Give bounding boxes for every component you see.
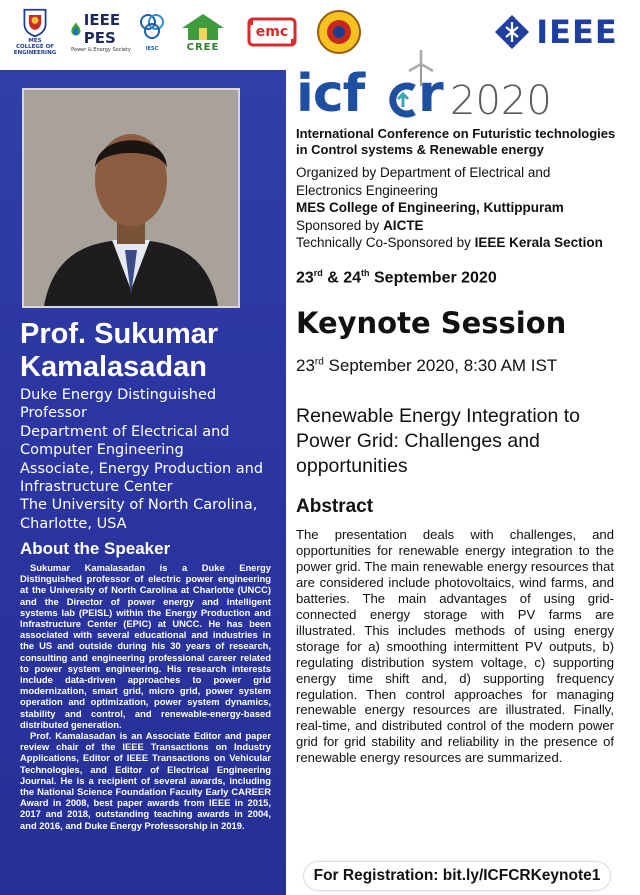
mes-logo (12, 8, 58, 56)
speaker-name (20, 318, 218, 384)
cosponsor-prefix: Technically Co-Sponsored by (296, 235, 475, 250)
icfcr-logo (296, 62, 636, 126)
ieee-logo (488, 8, 624, 56)
session-day: 23 (296, 356, 315, 375)
affiliation-line: Infrastructure Center (20, 479, 173, 496)
cree-house-icon (178, 12, 228, 42)
abstract-heading: Abstract (296, 496, 374, 517)
conference-name-line2: in Control systems & Renewable energy (296, 142, 544, 157)
speaker-bio (20, 562, 271, 831)
session-day-sup: rd (314, 356, 324, 368)
affiliation-line: The University of North Carolina, (20, 497, 258, 514)
cree-logo (176, 8, 230, 56)
iesc-text: IESC (145, 46, 159, 52)
date-rest: September 2020 (369, 269, 497, 287)
icfcr-prefix: icf (296, 64, 365, 124)
icfcr-suffix: r (418, 64, 444, 124)
affiliation-line: Charlotte, USA (20, 515, 127, 532)
ieee-diamond-icon (494, 14, 530, 50)
iesc-logo (138, 8, 166, 56)
mes-caption: MES COLLEGE OF ENGINEERING (13, 38, 57, 56)
sponsor-line (296, 217, 631, 235)
talk-title: Renewable Energy Integration to Power Grid: Challenges and opportunities (296, 405, 581, 477)
sponsor-name: AICTE (383, 217, 424, 233)
keynote-session-title: Keynote Session (296, 306, 567, 340)
college-name: MES College of Engineering, Kuttippuram (296, 200, 564, 215)
affiliation-line: Professor (20, 405, 87, 422)
aicte-seal-icon (316, 9, 362, 55)
speaker-name-line1: Prof. Sukumar (20, 318, 219, 350)
conference-name-line1: International Conference on Futuristic technologies (296, 126, 616, 141)
ieee-pes-text: IEEE PES (83, 11, 121, 47)
iesc-emblem-icon (139, 12, 165, 46)
emc-text: emc (255, 24, 289, 40)
organizer-block (296, 164, 631, 252)
mes-emblem-icon (19, 8, 51, 38)
date-mid: & 24 (322, 269, 362, 287)
cosponsor-name: IEEE Kerala Section (474, 235, 603, 250)
cosponsor-line (296, 234, 631, 252)
affiliation-line: Duke Energy Distinguished (20, 387, 217, 403)
about-speaker-heading: About the Speaker (20, 539, 171, 558)
speaker-portrait-icon (24, 90, 238, 306)
icfcr-year: 2020 (450, 78, 552, 124)
bio-paragraph-2: Prof. Kamalasadan is an Associate Editor and paper review chair of the IEEE Transactions on Industry Applications, Editor of IEEE Transactions on Vehicular Technologies, and Editor of Electrical Engineering Journal. He is a recipient of several awards, including the National Science Foundation Faculty Early CAREER Award in 2008, best paper awards from IEEE in 2015, 2017 and 2018, outstanding teaching awards in 2004, and 2016, and Duke Energy Professorship in 2019. (20, 730, 271, 831)
organized-line1: Organized by Department of Electrical and (296, 165, 551, 180)
speaker-name-line2: Kamalasadan (20, 351, 207, 383)
session-date-rest: September 2020, 8:30 AM IST (323, 356, 558, 375)
aicte-logo (314, 8, 364, 56)
sponsor-prefix: Sponsored by (296, 217, 384, 233)
emc-logo (244, 8, 300, 56)
date-day1-sup: rd (313, 268, 323, 278)
date-day1: 23 (296, 269, 314, 287)
ieee-text: IEEE (536, 13, 618, 51)
ieee-pes-logo (70, 8, 132, 56)
registration-link[interactable]: For Registration: bit.ly/ICFCRKeynote1 (304, 862, 610, 890)
speaker-photo (22, 88, 240, 308)
conference-dates (296, 268, 497, 287)
bio-paragraph-1: Sukumar Kamalasadan is a Duke Energy Distinguished professor of electric power engineering at the University of North Carolina at Charlotte (UNCC) and the Director of power energy and intelligent systems lab (PEISL) within the Energy Production and Infrastructure Center (EPIC) at UNCC. He has been associated with several educational and industries in the US and outside during his 30 years of research, consulting and engineering professional career related to power system engineering. His research interests include data-driven approaches to power grid modernization, smart grid, micro grid, power system operation and optimization, power system dynamics, stability and control, and renewable-energy-based distributed generation. (20, 562, 271, 730)
abstract-text: The presentation deals with challenges, and opportunities for renewable energy integration to the power grid. The main renewable energy resources that are considered include photovoltaics, wind farms, and batteries. The main advantages of using grid-connected energy storage with PV farms are illustrated. This includes methods of using energy storage for a) smoothing intermittent PV outputs, b) regulating distribution system voltage, c) supporting energy time shift and, d) supporting frequency regulation. Then control approaches for managing renewable energy resources are illustrated. Finally, real-time, and distributed control of the modern power grid for grid stability and reliability in the presence of renewable energy resources are summarized. (296, 527, 614, 766)
conference-full-name (296, 126, 626, 158)
logo-strip (0, 0, 640, 68)
affiliation-line: Computer Engineering (20, 442, 184, 459)
icfcr-c-icon (388, 80, 418, 120)
cree-text: CREE (186, 41, 220, 53)
ieee-pes-subtitle: Power & Energy Society (71, 47, 131, 53)
organized-line2: Electronics Engineering (296, 182, 438, 198)
speaker-affiliation (20, 386, 280, 533)
pes-flame-icon (70, 18, 82, 40)
affiliation-line: Associate, Energy Production and (20, 460, 264, 477)
session-datetime (296, 356, 557, 376)
affiliation-line: Department of Electrical and (20, 423, 230, 440)
date-day2-sup: th (361, 268, 370, 278)
